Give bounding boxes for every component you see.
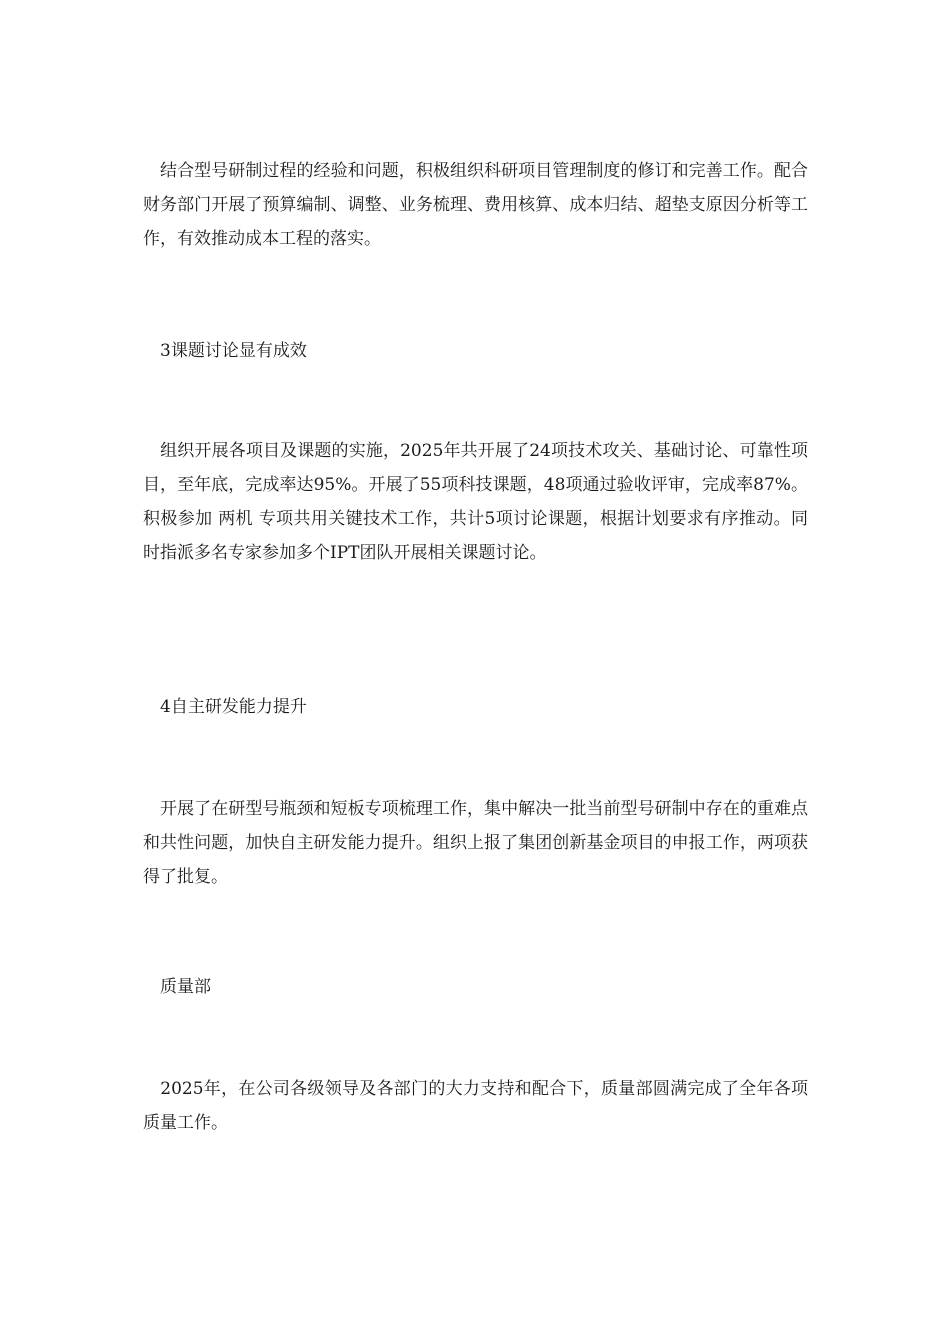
section-heading-quality-dept: 质量部 bbox=[143, 977, 211, 997]
paragraph-rd-capability: 开展了在研型号瓶颈和短板专项梳理工作，集中解决一批当前型号研制中存在的重难点和共性问题，加快自主研发能力提升。组织上报了集团创新基金项目的申报工作，两项获得了批复。 bbox=[143, 799, 808, 887]
section-heading-rd-capability: 4自主研发能力提升 bbox=[143, 697, 307, 717]
paragraph-quality-dept: 2025年，在公司各级领导及各部门的大力支持和配合下，质量部圆满完成了全年各项质量工作。 bbox=[143, 1079, 808, 1133]
section-heading-research-topics: 3课题讨论显有成效 bbox=[143, 341, 307, 361]
paragraph-cost-management: 结合型号研制过程的经验和问题，积极组织科研项目管理制度的修订和完善工作。配合财务部门开展了预算编制、调整、业务梳理、费用核算、成本归结、超垫支原因分析等工作，有效推动成本工程的落实。 bbox=[143, 161, 808, 249]
paragraph-research-topics: 组织开展各项目及课题的实施，2025年共开展了24项技术攻关、基础讨论、可靠性项目，至年底，完成率达95%。开展了55项科技课题，48项通过验收评审，完成率87%。积极参加 两机 专项共用关键技术工作，共计5项讨论课题，根据计划要求有序推动。同时指派多名专家参加多个IPT团队开展相关课题讨论。 bbox=[143, 441, 808, 563]
